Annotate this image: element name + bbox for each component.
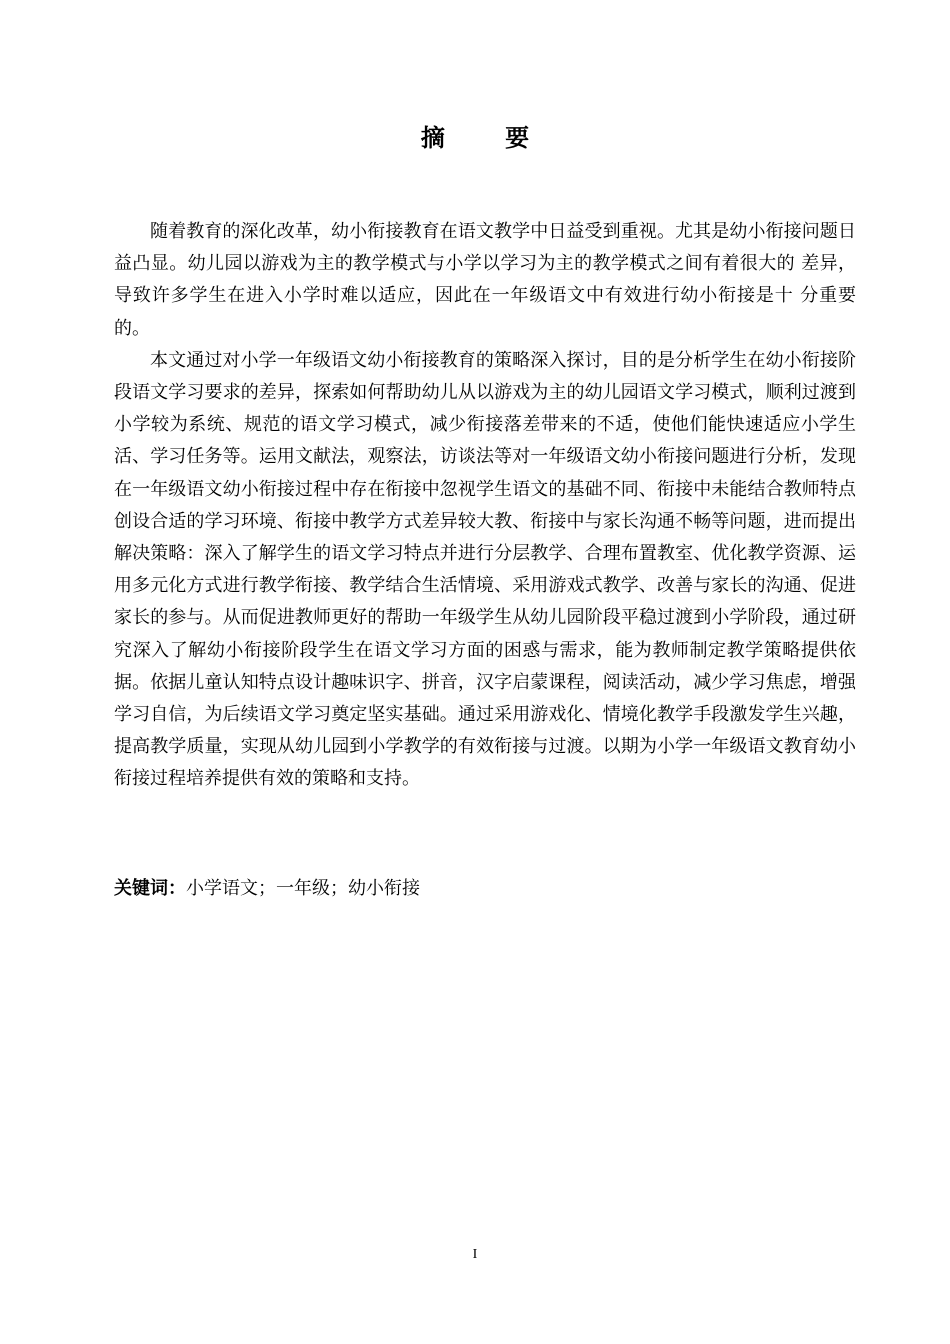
abstract-title: 摘 要: [420, 124, 556, 152]
keywords-value: 小学语文；一年级；幼小衔接: [186, 878, 420, 899]
abstract-paragraph-2: 本文通过对小学一年级语文幼小衔接教育的策略深入探讨，目的是分析学生在幼小衔接阶段语文学习要求的差异，探索如何帮助幼儿从以游戏为主的幼儿园语文学习模式，顺利过渡到小学较为系统、规范的语文学习模式，减少衔接落差带来的不适，使他们能快速适应小学生活、学习任务等。运用文献法，观察法，访谈法等对一年级语文幼小衔接问题进行分析，发现在一年级语文幼小衔接过程中存在衔接中忽视学生语文的基础不同、衔接中未能结合教师特点创设合适的学习环境、衔接中教学方式差异较大教、衔接中与家长沟通不畅等问题，进而提出解决策略：深入了解学生的语文学习特点并进行分层教学、合理布置教室、优化教学资源、运用多元化方式进行教学衔接、教学结合生活情境、采用游戏式教学、改善与家长的沟通、促进家长的参与。从而促进教师更好的帮助一年级学生从幼儿园阶段平稳过渡到小学阶段，通过研究深入了解幼小衔接阶段学生在语文学习方面的困惑与需求，能为教师制定教学策略提供依据。依据儿童认知特点设计趣味识字、拼音，汉字启蒙课程，阅读活动，减少学习焦虑，增强学习自信，为后续语文学习奠定坚实基础。通过采用游戏化、情境化教学手段激发学生兴趣，提高教学质量，实现从幼儿园到小学教学的有效衔接与过渡。以期为小学一年级语文教育幼小衔接过程培养提供有效的策略和支持。: [114, 349, 856, 790]
abstract-paragraph-1: 随着教育的深化改革，幼小衔接教育在语文教学中日益受到重视。尤其是幼小衔接问题日益凸显。幼儿园以游戏为主的教学模式与小学以学习为主的教学模式之间有着很大的 差异，导致许多学生在进入小学时难以适应，因此在一年级语文中有效进行幼小衔接是十 分重要的。: [114, 221, 856, 339]
keywords-line: [114, 876, 856, 902]
abstract-body: [114, 216, 856, 796]
keywords-label: 关键词：: [114, 878, 186, 899]
page-number: I: [472, 1247, 478, 1262]
